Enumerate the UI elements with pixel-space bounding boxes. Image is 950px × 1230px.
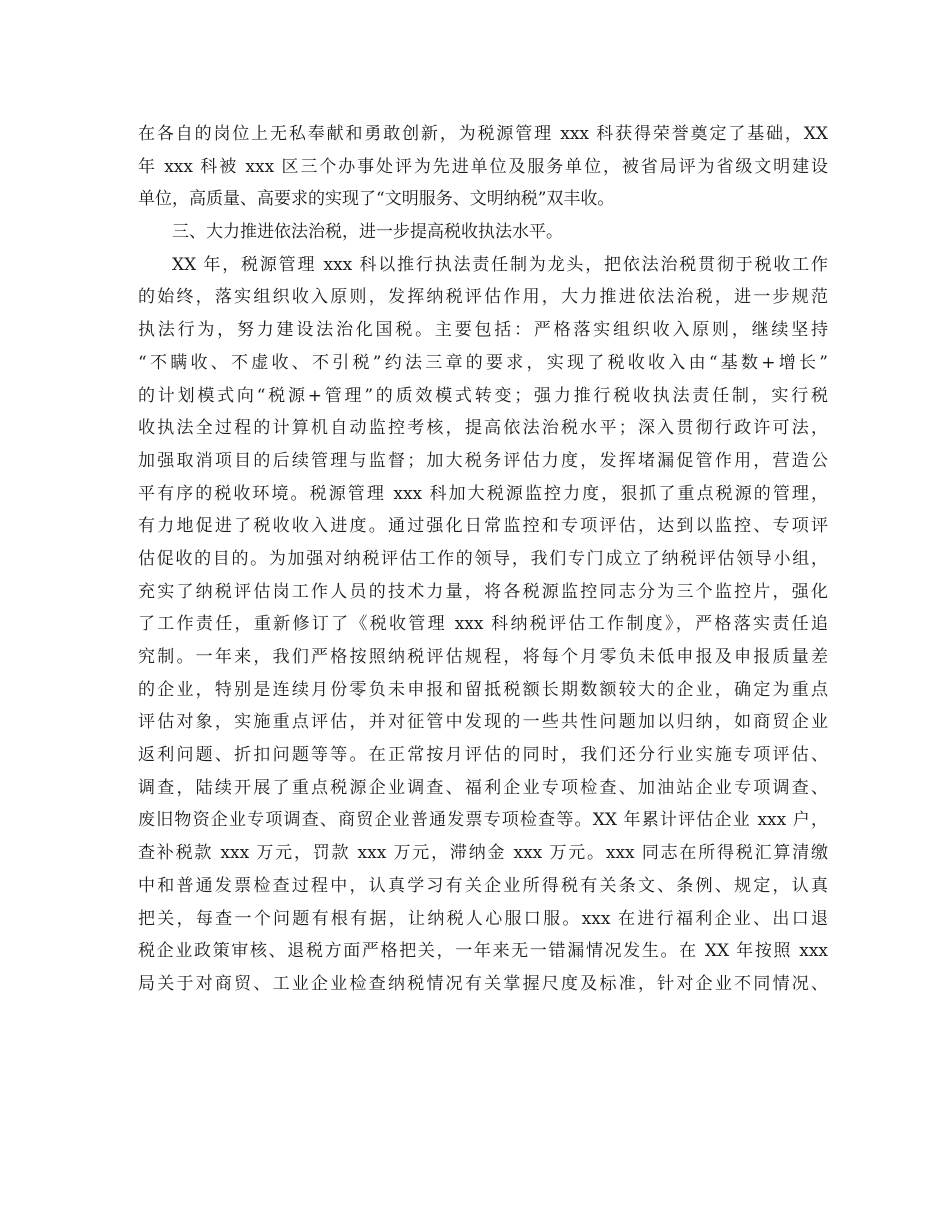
text-line: 执法行为，努力建设法治化国税。主要包括：严格落实组织收入原则，继续坚持 [138,320,828,341]
text-line: 的计划模式向“税源+管理”的质效模式转变；强力推行税收执法责任制，实行税 [138,385,828,406]
section-heading: 三、大力推进依法治税，进一步提高税收执法水平。 [172,222,563,243]
body-text [138,118,828,1001]
text-line: 评估对象，实施重点评估，并对征管中发现的一些共性问题加以归纳，如商贸企业 [138,712,828,733]
text-line: 加强取消项目的后续管理与监督；加大税务评估力度，发挥堵漏促管作用，营造公 [138,450,828,471]
text-line: 平有序的税收环境。税源管理 xxx 科加大税源监控力度，狠抓了重点税源的管理， [138,483,828,504]
text-line: XX 年，税源管理 xxx 科以推行执法责任制为龙头，把依法治税贯彻于税收工作 [172,254,828,275]
text-line: 废旧物资企业专项调查、商贸企业普通发票专项检查等。XX 年累计评估企业 xxx 户， [138,810,828,831]
text-line: 税企业政策审核、退税方面严格把关，一年来无一错漏情况发生。在 XX 年按照 xxx [138,941,828,962]
text-line: 把关，每查一个问题有根有据，让纳税人心服口服。xxx 在进行福利企业、出口退 [138,908,828,929]
text-line: 返利问题、折扣问题等等。在正常按月评估的同时，我们还分行业实施专项评估、 [138,745,828,766]
text-line: 估促收的目的。为加强对纳税评估工作的领导，我们专门成立了纳税评估领导小组， [138,548,828,569]
text-line: 究制。一年来，我们严格按照纳税评估规程，将每个月零负未低申报及申报质量差 [138,647,828,667]
text-line: 收执法全过程的计算机自动监控考核，提高依法治税水平；深入贯彻行政许可法， [138,418,828,439]
text-line: 调查，陆续开展了重点税源企业调查、福利企业专项检查、加油站企业专项调查、 [138,777,828,798]
text-line: 查补税款 xxx 万元，罚款 xxx 万元，滞纳金 xxx 万元。xxx 同志在所得税汇算清缴 [138,843,828,864]
text-line: 在各自的岗位上无私奉献和勇敢创新，为税源管理 xxx 科获得荣誉奠定了基础，XX [138,124,828,144]
text-line: 的始终，落实组织收入原则，发挥纳税评估作用，大力推进依法治税，进一步规范 [138,287,828,308]
text-line: 的企业，特别是连续月份零负未申报和留抵税额长期数额较大的企业，确定为重点 [138,679,828,700]
text-line: “不瞒收、不虚收、不引税”约法三章的要求，实现了税收收入由“基数+增长” [138,352,828,373]
text-line: 中和普通发票检查过程中，认真学习有关企业所得税有关条文、条例、规定，认真 [138,875,828,896]
text-line: 充实了纳税评估岗工作人员的技术力量，将各税源监控同志分为三个监控片，强化 [138,581,828,602]
text-line: 了工作责任，重新修订了《税收管理 xxx 科纳税评估工作制度》，严格落实责任追 [138,614,828,635]
text-line: 有力地促进了税收收入进度。通过强化日常监控和专项评估，达到以监控、专项评 [138,516,828,537]
text-line: 局关于对商贸、工业企业检查纳税情况有关掌握尺度及标准，针对企业不同情况、 [138,973,828,994]
text-line: 年 xxx 科被 xxx 区三个办事处评为先进单位及服务单位，被省局评为省级文明建设 [138,156,828,177]
text-line: 单位，高质量、高要求的实现了“文明服务、文明纳税”双丰收。 [138,189,615,210]
